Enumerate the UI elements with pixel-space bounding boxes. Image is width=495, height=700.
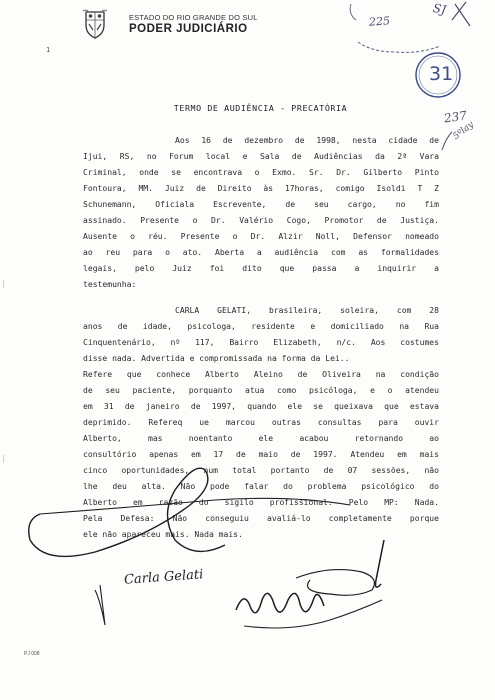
text-line: em 31 de janeiro de 1997, quando ele se queixava que estava	[83, 402, 439, 411]
text-line: Ijui, RS, no Forum local e Sala de Audiências da 2ª Vara	[83, 152, 439, 161]
text-line: testemunha:	[83, 280, 137, 289]
text-line: legais, pelo Juiz foi dito que passa a inquirir a	[83, 264, 439, 273]
text-line: Aos 16 de dezembro de 1998, nesta cidade de	[175, 136, 439, 145]
form-code: PJ 008	[24, 651, 40, 657]
handwritten-number: 225	[368, 14, 391, 29]
text-line: deprimido. Refereq ue marcou outras consultas para ouvir	[83, 418, 439, 427]
text-line: Refere que conhece Alberto Aleino de Oliveira na condição	[83, 370, 439, 379]
text-line: Ausente o réu. Presente o Dr. Alzir Noll, Defensor nomeado	[83, 232, 439, 241]
text-line: Alberto, mas noentanto ele acabou retornando ao	[83, 434, 439, 443]
text-line: anos de idade, psicologa, residente e domiciliado na Rua	[83, 322, 439, 331]
text-line: Cinquentenário, nº 117, Bairro Elizabeth, n/c. Aos costumes	[83, 338, 439, 347]
text-line: ao reu para o ato. Aberta a audiência com as formalidades	[83, 248, 439, 257]
punch-mark	[3, 280, 4, 288]
document-title: TERMO DE AUDIÊNCIA - PRECATÓRIA	[173, 103, 348, 113]
handwritten-folio: 237	[443, 108, 468, 126]
handwritten-initials: SJ	[431, 0, 448, 18]
witness-signature: Carla Gelati	[123, 567, 204, 588]
coat-of-arms-icon	[82, 9, 108, 39]
text-line: CARLA GELATI, brasileira, soleira, com 28	[175, 306, 439, 315]
text-line: consultório apenas em 17 de maio de 1997. Atendeu em mais	[83, 450, 439, 459]
text-line: cinco oportunidades, num total portanto de 07 sessões, não	[83, 466, 439, 475]
text-line: Pela Defesa: Não conseguiu avaliá-lo completamente porque	[83, 514, 439, 523]
text-line: Fontoura, MM. Juiz de Direito às 17horas, comigo Isoldi T Z	[83, 184, 439, 193]
folio-stamp-number: 31	[429, 63, 454, 85]
text-line: ele não apareceu mais. Nada mais.	[83, 530, 243, 539]
text-line: disse nada. Advertida e compromissada na forma da Lei..	[83, 354, 350, 363]
handwritten-side-note: 5ºlay	[451, 119, 476, 143]
text-line: Schunemann, Oficiala Escrevente, de seu cargo, no fim	[83, 200, 439, 209]
header-state: ESTADO DO RIO GRANDE DO SUL	[129, 13, 258, 22]
page-marker: 1	[46, 46, 51, 54]
text-line: lhe deu alta. Não pode falar do problema psicológico do	[83, 482, 439, 491]
text-line: assinado. Presente o Dr. Valério Cogo, Promotor de Justiça.	[83, 216, 439, 225]
header-organization: PODER JUDICIÁRIO	[129, 23, 248, 35]
text-line: Criminal, onde se encontrava o Exmo. Sr. Dr. Gilberto Pinto	[83, 168, 439, 177]
text-line: de seu paciente, porquanto atua como psicóloga, e o atendeu	[83, 386, 439, 395]
text-line: Alberto em razão do sigilo profissional. Pelo MP: Nada.	[83, 498, 439, 507]
punch-mark	[3, 455, 4, 463]
